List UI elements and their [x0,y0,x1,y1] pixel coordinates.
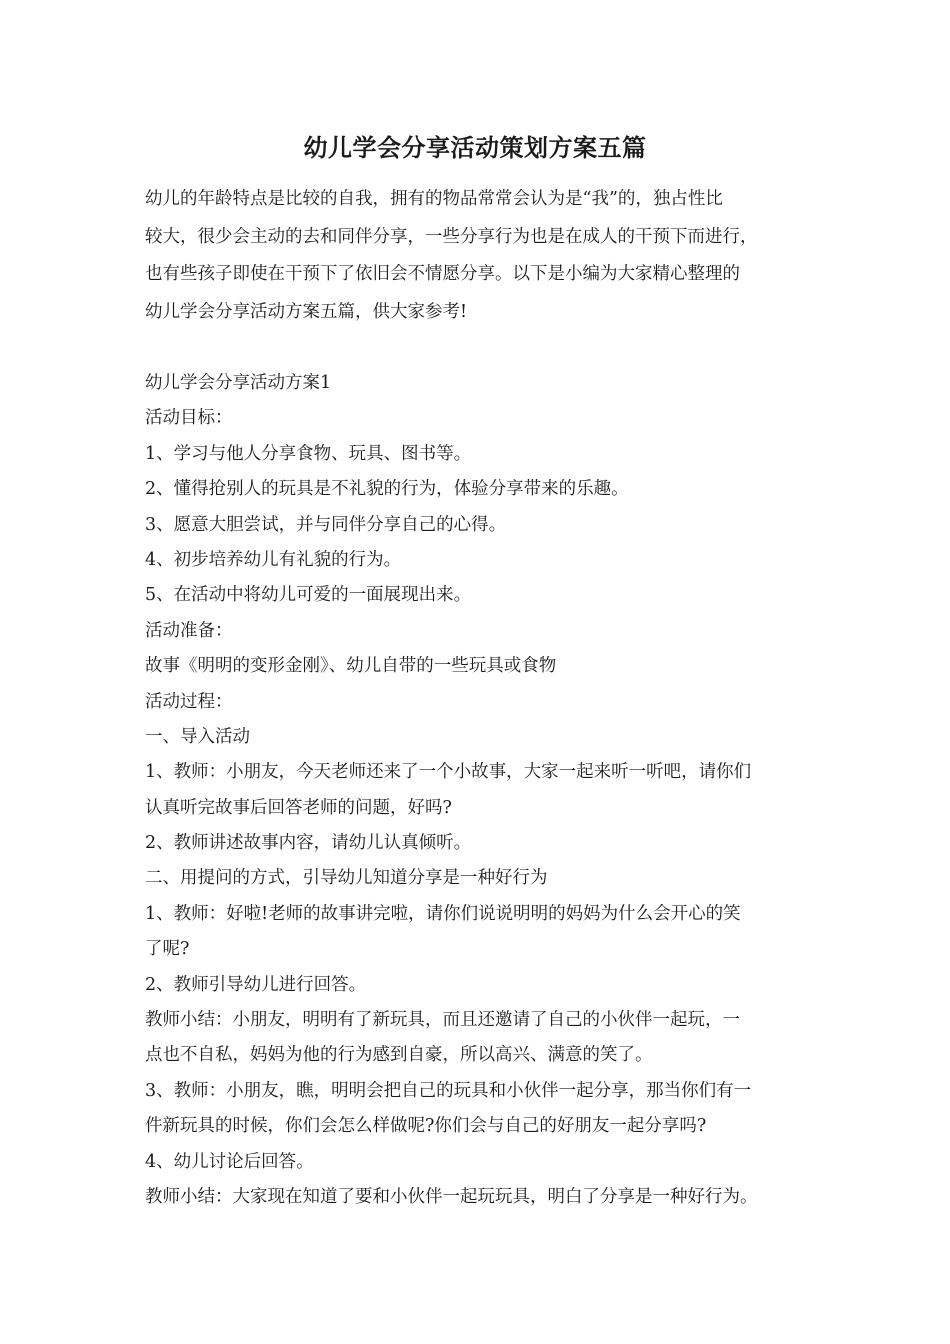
intro-paragraph [145,181,810,331]
intro-line: 较大，很少会主动的去和同伴分享，一些分享行为也是在成人的干预下而进行， [145,226,758,247]
process-line: 认真听完故事后回答老师的问题，好吗? [145,797,452,818]
process-line: 点也不自私，妈妈为他的行为感到自豪，所以高兴、满意的笑了。 [145,1045,653,1066]
process-line: 教师小结：大家现在知道了要和小伙伴一起玩玩具，明白了分享是一种好行为。 [145,1186,758,1207]
process-step-heading: 一、导入活动 [145,726,250,747]
process-line: 2、教师讲述故事内容，请幼儿认真倾听。 [145,833,472,854]
document-title: 幼儿学会分享活动策划方案五篇 [303,133,647,162]
process-line: 了呢? [145,939,190,960]
goal-item: 2、懂得抢别人的玩具是不礼貌的行为，体验分享带来的乐趣。 [145,479,629,500]
process-line: 件新玩具的时候，你们会怎么样做呢?你们会与自己的好朋友一起分享吗? [145,1116,707,1137]
process-line: 教师小结：小朋友，明明有了新玩具，而且还邀请了自己的小伙伴一起玩，一 [145,1010,740,1031]
goal-item: 1、学习与他人分享食物、玩具、图书等。 [145,443,472,464]
subheading-preparation: 活动准备： [145,620,233,641]
intro-line: 也有些孩子即使在干预下了依旧会不情愿分享。以下是小编为大家精心整理的 [145,264,740,284]
process-line: 1、教师：小朋友，今天老师还来了一个小故事，大家一起来听一听吧，请你们 [145,762,752,783]
goal-item: 3、愿意大胆尝试，并与同伴分享自己的心得。 [145,514,507,535]
process-line: 2、教师引导幼儿进行回答。 [145,974,367,995]
section-heading: 幼儿学会分享活动方案1 [145,373,332,393]
process-line: 3、教师：小朋友，瞧，明明会把自己的玩具和小伙伴一起分享，那当你们有一 [145,1080,752,1101]
subheading-process: 活动过程： [145,691,233,712]
process-step-heading: 二、用提问的方式，引导幼儿知道分享是一种好行为 [145,868,548,889]
intro-line: 幼儿的年龄特点是比较的自我，拥有的物品常常会认为是“我”的，独占性比 [145,189,723,209]
goal-item: 4、初步培养幼儿有礼貌的行为。 [145,549,402,570]
plan-body [145,366,810,1215]
process-line: 4、幼儿讨论后回答。 [145,1151,314,1172]
process-line: 1、教师：好啦!老师的故事讲完啦，请你们说说明明的妈妈为什么会开心的笑 [145,903,741,924]
goal-item: 5、在活动中将幼儿可爱的一面展现出来。 [145,585,472,606]
preparation-text: 故事《明明的变形金刚》、幼儿自带的一些玩具或食物 [145,656,557,677]
intro-line: 幼儿学会分享活动方案五篇，供大家参考! [145,301,468,322]
subheading-goals: 活动目标： [145,408,233,429]
